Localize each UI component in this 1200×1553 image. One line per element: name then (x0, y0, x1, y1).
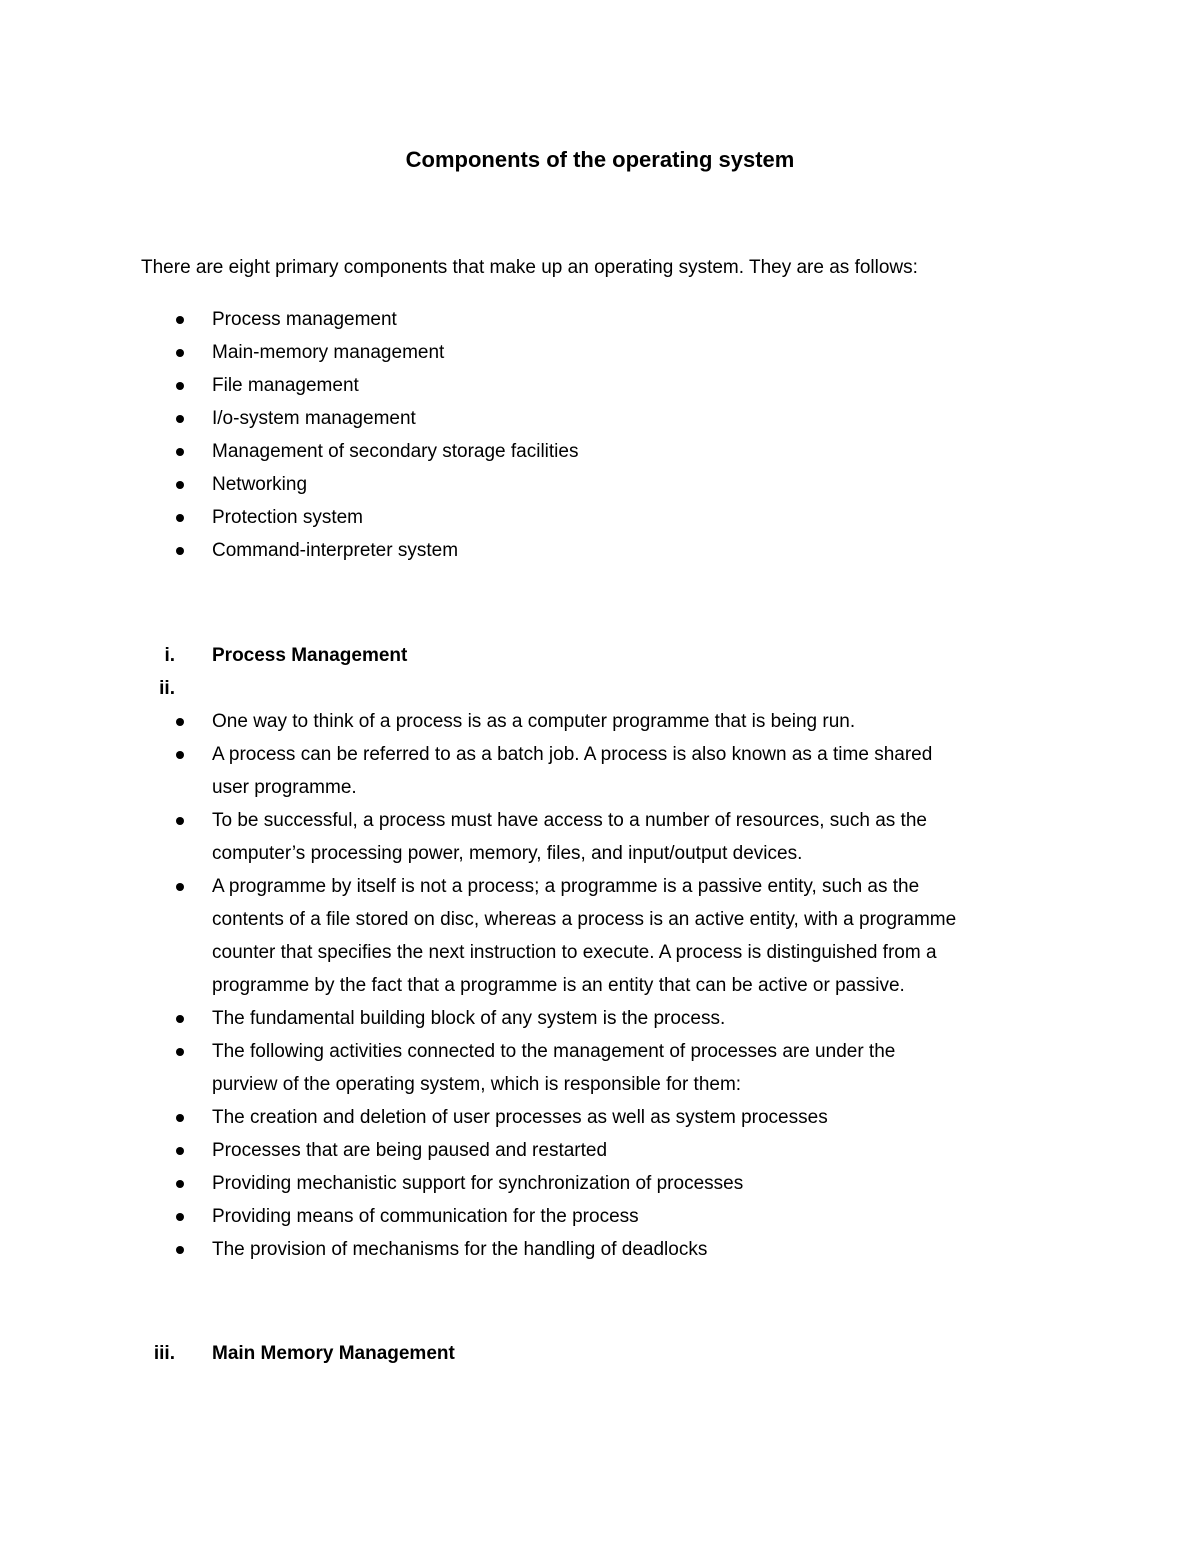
bullet-marker (176, 883, 184, 891)
bullet-marker (176, 817, 184, 825)
list-item (0, 1002, 1200, 1035)
bullet-marker (176, 718, 184, 726)
list-item (0, 468, 1200, 501)
list-item (0, 1101, 1200, 1134)
section-heading-empty (0, 672, 1200, 705)
section-heading (0, 1337, 1200, 1370)
section-numeral: iii. (153, 1343, 175, 1364)
section-main-memory-management (0, 1337, 1200, 1370)
section-process-management (0, 639, 1200, 1266)
bullet-marker (176, 382, 184, 390)
section-title: Process Management (212, 645, 408, 666)
list-item-text: Command-interpreter system (212, 540, 459, 561)
list-item-text: Providing means of communication for the process (212, 1206, 639, 1227)
bullet-marker (176, 1114, 184, 1122)
document-title: Components of the operating system (405, 147, 795, 172)
bullet-marker (176, 481, 184, 489)
list-item (0, 501, 1200, 534)
list-item (0, 402, 1200, 435)
list-item (0, 1035, 1200, 1101)
list-item (0, 435, 1200, 468)
list-item-text: A process can be referred to as a batch job. A process is also known as a time shared (212, 744, 933, 765)
list-item (0, 870, 1200, 1002)
bullet-marker (176, 448, 184, 456)
list-item-text: computer’s processing power, memory, files, and input/output devices. (212, 843, 803, 864)
list-item-text: Process management (212, 309, 397, 330)
bullet-marker (176, 751, 184, 759)
process-points-list (0, 705, 1200, 1266)
list-item-text: Processes that are being paused and restarted (212, 1140, 608, 1161)
intro-paragraph: There are eight primary components that make up an operating system. They are as follows: (141, 257, 918, 278)
list-item-text: I/o-system management (212, 408, 416, 429)
list-item (0, 1167, 1200, 1200)
bullet-marker (176, 1246, 184, 1254)
list-item (0, 705, 1200, 738)
list-item-text: The following activities connected to the management of processes are under the (212, 1041, 896, 1062)
bullet-marker (176, 1147, 184, 1155)
list-item-text: counter that specifies the next instruction to execute. A process is distinguished from a (212, 942, 937, 963)
list-item-text: user programme. (212, 777, 357, 798)
bullet-marker (176, 316, 184, 324)
list-item-text: purview of the operating system, which is responsible for them: (212, 1074, 742, 1095)
list-item (0, 534, 1200, 567)
list-item-text: Management of secondary storage facilities (212, 441, 579, 462)
components-list (0, 303, 1200, 567)
list-item-text: File management (212, 375, 359, 396)
list-item-text: The provision of mechanisms for the handling of deadlocks (212, 1239, 708, 1260)
section-numeral: i. (164, 645, 175, 666)
list-item-text: programme by the fact that a programme is an entity that can be active or passive. (212, 975, 905, 996)
bullet-marker (176, 1180, 184, 1188)
bullet-marker (176, 349, 184, 357)
list-item (0, 738, 1200, 804)
list-item-text: Main-memory management (212, 342, 445, 363)
list-item (0, 1200, 1200, 1233)
list-item-text: Protection system (212, 507, 363, 528)
bullet-marker (176, 514, 184, 522)
list-item-text: To be successful, a process must have access to a number of resources, such as the (212, 810, 927, 831)
list-item-text: contents of a file stored on disc, whereas a process is an active entity, with a programme (212, 909, 957, 930)
bullet-marker (176, 415, 184, 423)
section-title: Main Memory Management (212, 1343, 455, 1364)
list-item-text: The fundamental building block of any system is the process. (212, 1008, 726, 1029)
bullet-marker (176, 547, 184, 555)
list-item (0, 1233, 1200, 1266)
list-item (0, 369, 1200, 402)
section-numeral: ii. (159, 678, 175, 699)
bullet-marker (176, 1015, 184, 1023)
list-item-text: Networking (212, 474, 308, 495)
list-item-text: The creation and deletion of user processes as well as system processes (212, 1107, 828, 1128)
list-item-text: One way to think of a process is as a computer programme that is being run. (212, 711, 856, 732)
bullet-marker (176, 1213, 184, 1221)
list-item (0, 303, 1200, 336)
list-item-text: Providing mechanistic support for synchronization of processes (212, 1173, 744, 1194)
list-item (0, 804, 1200, 870)
list-item (0, 336, 1200, 369)
list-item-text: A programme by itself is not a process; a programme is a passive entity, such as the (212, 876, 920, 897)
list-item (0, 1134, 1200, 1167)
bullet-marker (176, 1048, 184, 1056)
section-heading (0, 639, 1200, 672)
